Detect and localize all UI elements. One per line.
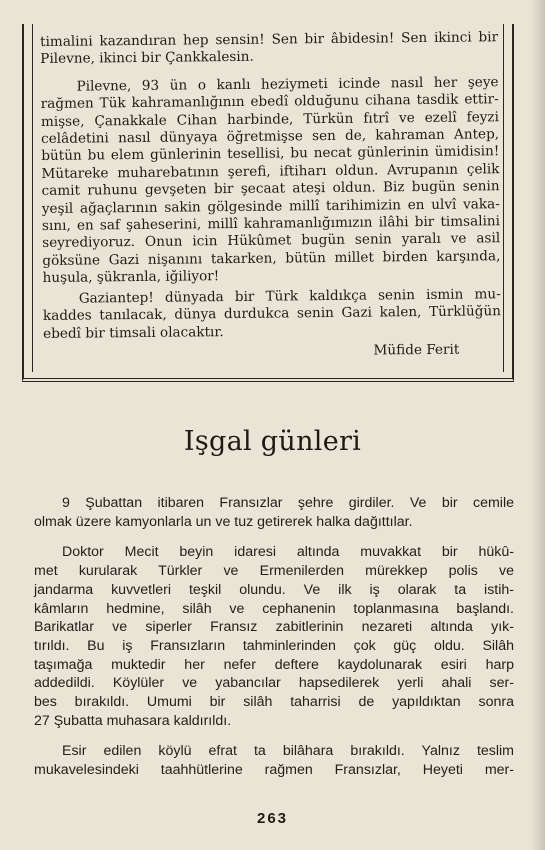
- text-line: kâmların hedmine, silâh ve cephanenin toplanmasına başlandı.: [34, 600, 514, 617]
- text-line: mişse, Çanakkale Cihan harbinde, Türkün fıtrî ve ezelî feyzi: [40, 108, 499, 130]
- text-line: seyrediyoruz. Onun icin Hükûmet bugün senin yaralı ve asil: [42, 230, 501, 252]
- body-paragraph-2: [34, 543, 514, 730]
- text-line: taşımağa muktedir her nefer deftere kaydolunarak esiri harp: [34, 656, 514, 673]
- text-line: 9 Şubattan itibaren Fransızlar şehre girdiler. Ve bir cemile: [62, 495, 514, 511]
- text-line: ebedî bir timsali olacaktır.: [43, 323, 224, 342]
- text-line: bütün bu elem günlerinin tesellisi, bu necat günlerinin ümidisin!: [41, 143, 500, 165]
- framed-text: [40, 29, 501, 363]
- framed-paragraph-2: [40, 74, 500, 288]
- section-title: Işgal günleri: [183, 426, 362, 457]
- body-paragraph-3: [34, 742, 514, 779]
- text-line: yeşil ağaçlarının sakin gölgesinde millî tarihimizin en ulvî vaka-: [41, 195, 500, 217]
- signature: Müfide Ferit: [373, 341, 460, 359]
- text-line: Esir edilen köylü efrat ta bilâhara bırakıldı. Yalnız teslim: [62, 743, 514, 760]
- text-line: rağmen Tük kahramanlığının ebedî olduğunu cihana tasdik ettir-: [40, 91, 499, 113]
- text-line: 27 Şubatta muhasara kaldırıldı.: [34, 712, 232, 729]
- body-paragraph-1: [34, 494, 514, 531]
- text-line: kaddes tanılacak, dünya durdukca senin Gazi kalen, Türklüğün: [42, 303, 502, 325]
- text-line: Mütareke muharebatının şerefi, iftiharı oldun. Avrupanın çelik: [41, 161, 500, 182]
- text-line: tırıldı. Bu iş Fransızların tahminlerinden çok güç oldu. Silâh: [34, 637, 514, 654]
- text-line: göksüne Gazi nişanını takarken, bütün millet birden karşında,: [42, 248, 501, 269]
- text-line: bes bırakıldı. Umumi bir silâh taharrisi de yapıldıktan sonra: [34, 694, 514, 711]
- text-line: mukavelesindeki taahhütlerine rağmen Fransızlar, Heyeti mer-: [34, 762, 514, 779]
- text-line: Barikatlar ve siperler Fransız zabitlerinin nezareti altında yık-: [34, 619, 514, 636]
- text-line: timalini kazandıran hep sensin! Sen bir âbidesin! Sen ikinci bir: [40, 29, 499, 50]
- framed-paragraph-3: [43, 286, 502, 343]
- text-line: Pilevne, ikinci bir Çankkalesin.: [40, 49, 254, 68]
- text-line: Doktor Mecit beyin idaresi altında muvakkat bir hükû-: [62, 544, 514, 561]
- text-line: Pilevne, 93 ün o kanlı heziymeti icinde nasıl her şeye: [76, 74, 499, 95]
- text-line: Gaziantep! dünyada bir Türk kaldıkça senin ismin mu-: [78, 285, 501, 307]
- framed-paragraph-1: [40, 29, 498, 69]
- text-line: addedildi. Köylüler ve yabancılar hapsedilerek yerli ahali ser-: [34, 675, 514, 692]
- text-line: olmak üzere kamyonlarla un ve tuz getirerek halka dağıttılar.: [34, 513, 413, 530]
- body-text: [34, 494, 514, 792]
- text-line: sını, en saf şaheserini, millî kahramanlığımızın ilâhi bir timsalini: [41, 213, 501, 235]
- text-line: jandarma kuvvetleri teşkil olundu. Ve ilk iş olarak ta istih-: [34, 581, 514, 598]
- page-edge-shadow: [531, 0, 545, 850]
- text-line: celâdetini nasıl dünyaya öğretmişse sen de, kahraman Antep,: [41, 126, 500, 148]
- text-line: camit ruhunu gevşeten bir şecaat ateşi oldun. Biz bugün senin: [41, 178, 500, 200]
- text-line: huşula, şükranla, iğiliyor!: [42, 268, 220, 287]
- text-line: met kurularak Türkler ve Ermenilerden mürekkep polis ve: [34, 563, 514, 580]
- page-number: 263: [256, 810, 289, 827]
